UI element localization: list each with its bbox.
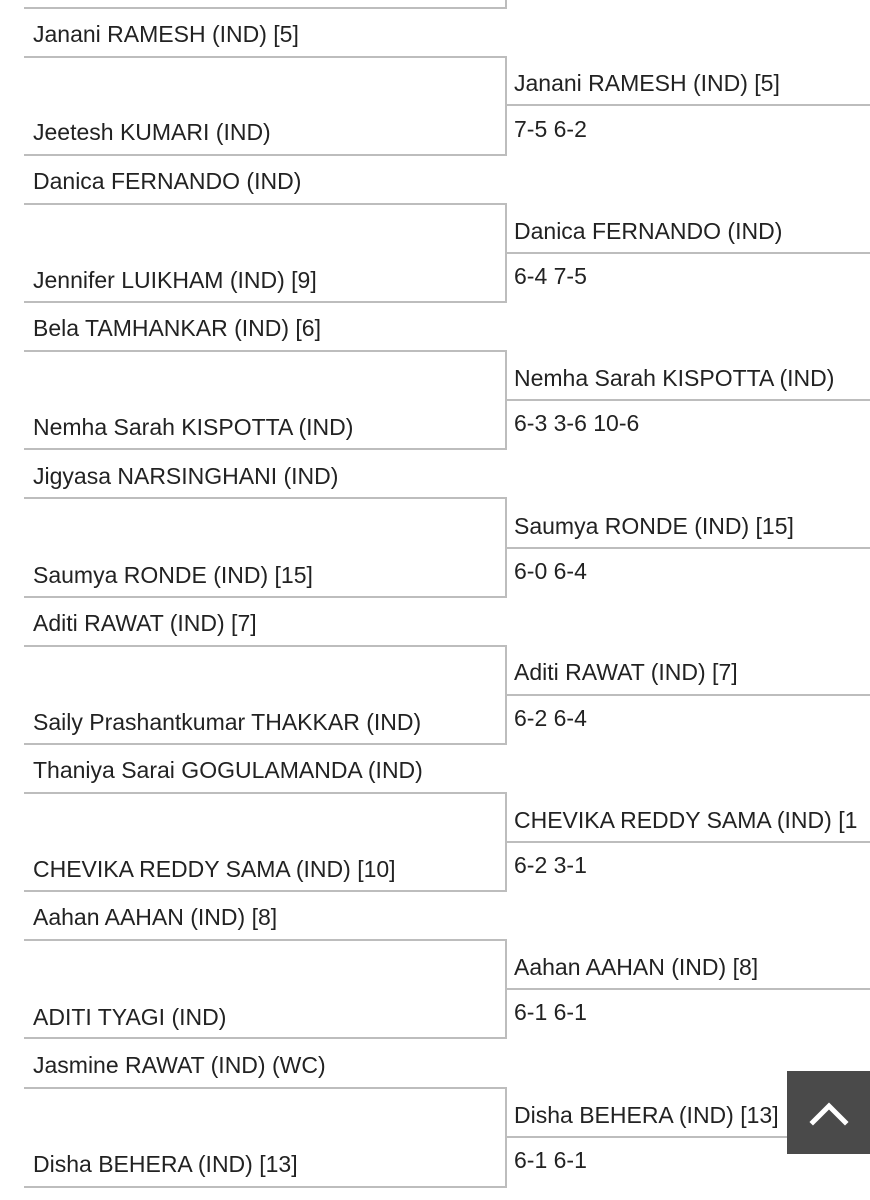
bracket-line [24, 1186, 507, 1188]
player-name: Jigyasa NARSINGHANI (IND) [33, 463, 339, 489]
player-name: Danica FERNANDO (IND) [33, 168, 302, 194]
winner-name: CHEVIKA REDDY SAMA (IND) [1 [514, 807, 858, 833]
scroll-to-top-button[interactable] [787, 1071, 870, 1154]
player-name: Nemha Sarah KISPOTTA (IND) [33, 414, 354, 440]
match-score: 6-0 6-4 [514, 558, 587, 584]
winner-name: Danica FERNANDO (IND) [514, 218, 783, 244]
bracket-line [505, 694, 870, 696]
chevron-up-icon [809, 1100, 849, 1126]
match-score: 6-1 6-1 [514, 999, 587, 1025]
match-score: 7-5 6-2 [514, 116, 587, 142]
match-score: 6-2 3-1 [514, 852, 587, 878]
bracket-line [24, 1087, 507, 1089]
winner-name: Aditi RAWAT (IND) [7] [514, 659, 738, 685]
bracket-line [505, 841, 870, 843]
bracket-line [505, 988, 870, 990]
bracket-line [505, 399, 870, 401]
bracket-line [24, 497, 507, 499]
bracket-line [24, 939, 507, 941]
winner-name: Disha BEHERA (IND) [13] [514, 1102, 779, 1128]
player-name: CHEVIKA REDDY SAMA (IND) [10] [33, 856, 396, 882]
match-score: 6-3 3-6 10-6 [514, 410, 640, 436]
bracket-line [24, 203, 507, 205]
bracket-line [24, 350, 507, 352]
winner-name: Nemha Sarah KISPOTTA (IND) [514, 365, 835, 391]
bracket-line [24, 448, 507, 450]
player-name: Bela TAMHANKAR (IND) [6] [33, 315, 321, 341]
bracket-line [24, 7, 507, 9]
bracket-line [505, 104, 870, 106]
player-name: Jasmine RAWAT (IND) (WC) [33, 1052, 326, 1078]
match-score: 6-4 7-5 [514, 263, 587, 289]
player-name: Saily Prashantkumar THAKKAR (IND) [33, 709, 422, 735]
winner-name: Janani RAMESH (IND) [5] [514, 70, 780, 96]
player-name: Disha BEHERA (IND) [13] [33, 1151, 298, 1177]
winner-name: Aahan AAHAN (IND) [8] [514, 954, 759, 980]
player-name: Saumya RONDE (IND) [15] [33, 562, 313, 588]
player-name: Thaniya Sarai GOGULAMANDA (IND) [33, 757, 423, 783]
bracket-line [24, 743, 507, 745]
bracket-line [24, 645, 507, 647]
bracket-line [505, 547, 870, 549]
winner-name: Saumya RONDE (IND) [15] [514, 513, 794, 539]
bracket-line [24, 792, 507, 794]
player-name: Janani RAMESH (IND) [5] [33, 21, 299, 47]
bracket-line [24, 154, 507, 156]
player-name: Jeetesh KUMARI (IND) [33, 119, 271, 145]
bracket-line [24, 56, 507, 58]
player-name: ADITI TYAGI (IND) [33, 1004, 227, 1030]
bracket-line [24, 301, 507, 303]
bracket-line [505, 0, 507, 9]
match-score: 6-1 6-1 [514, 1147, 587, 1173]
bracket-line [505, 252, 870, 254]
bracket-line [24, 890, 507, 892]
player-name: Aditi RAWAT (IND) [7] [33, 610, 257, 636]
match-score: 6-2 6-4 [514, 705, 587, 731]
player-name: Aahan AAHAN (IND) [8] [33, 904, 278, 930]
bracket-line [505, 56, 507, 156]
player-name: Jennifer LUIKHAM (IND) [9] [33, 267, 317, 293]
bracket-line [24, 596, 507, 598]
bracket-line [24, 1037, 507, 1039]
